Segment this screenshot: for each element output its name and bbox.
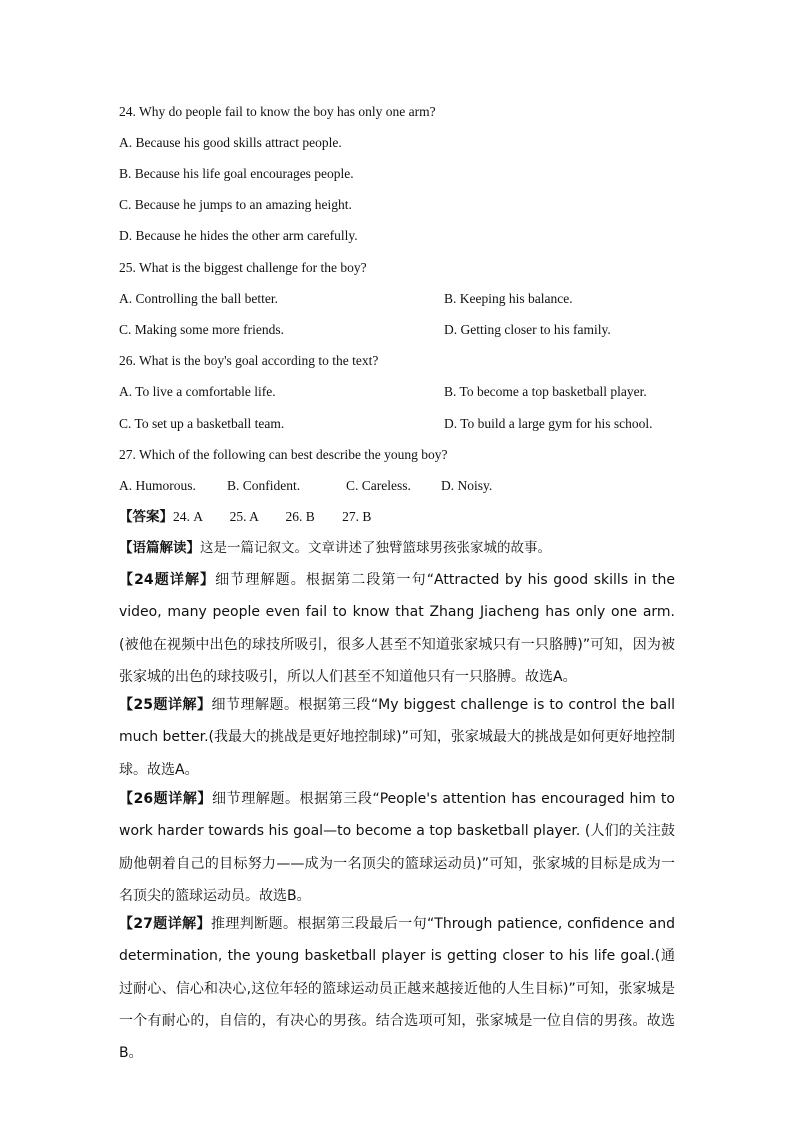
question-27-stem: 27. Which of the following can best describe the young boy? [119,447,448,462]
reading-label: 【语篇解读】 [119,540,200,556]
answer-26: 26. B [285,509,315,524]
question-26-option-c: C. To set up a basketball team. [119,416,285,431]
question-26-stem: 26. What is the boy's goal according to the text? [119,353,379,368]
reading-text: 这是一篇记叙文。文章讲述了独臂篮球男孩张家城的故事。 [200,540,551,556]
detail-24-text: 细节理解题。根据第二段第一句“Attracted by his good skills in the video, many people even fail to know that Zhang Jiacheng has only one arm.(被他在视频中出色的球技所吸引，很多人甚至不知道张家城只有一只胳膊)”可知，因为被张家城的出色的球技吸引，所以人们甚至不知道他只有一只胳膊。故选A。 [119,572,675,685]
question-27-option-b: B. Confident. [227,478,301,493]
question-25-option-d: D. Getting closer to his family. [444,322,611,337]
answer-27: 27. B [342,509,372,524]
question-26-option-b: B. To become a top basketball player. [444,384,647,399]
answer-label: 【答案】 [119,509,173,525]
question-24-stem: 24. Why do people fail to know the boy has only one arm? [119,104,436,119]
question-24-option-a: A. Because his good skills attract people. [119,135,342,150]
question-24-option-d: D. Because he hides the other arm carefully. [119,228,358,243]
detail-25-paragraph [119,689,675,786]
detail-25-text: 细节理解题。根据第三段“My biggest challenge is to control the ball much better.(我最大的挑战是更好地控制球)”可知，张家城最大的挑战是如何更好地控制球。故选A。 [119,697,676,778]
reading-interpretation [119,539,551,557]
detail-26-label: 【26题详解】 [119,791,213,807]
question-24-option-c: C. Because he jumps to an amazing height. [119,197,352,212]
detail-26-paragraph [119,783,675,912]
question-25-stem: 25. What is the biggest challenge for the boy? [119,260,367,275]
answer-25: 25. A [229,509,259,524]
detail-27-label: 【27题详解】 [119,916,211,932]
question-26-option-d: D. To build a large gym for his school. [444,416,653,431]
detail-24-label: 【24题详解】 [119,572,216,588]
detail-24-paragraph [119,564,675,693]
question-25-option-c: C. Making some more friends. [119,322,284,337]
question-27-option-c: C. Careless. [346,478,411,493]
question-27-option-a: A. Humorous. [119,478,196,493]
detail-27-text: 推理判断题。根据第三段最后一句“Through patience, confidence and determination, the young basketball player is getting closer to his life goal.(通过耐心、信心和决心,这位年轻的篮球运动员正越来越接近他的人生目标)”可知，张家城是一个有耐心的，自信的，有决心的男孩。结合选项可知，张家城是一位自信的男孩。故选B。 [119,916,676,1062]
question-25-option-b: B. Keeping his balance. [444,291,573,306]
answer-24: 24. A [173,509,203,524]
detail-27-paragraph [119,908,675,1069]
detail-26-text: 细节理解题。根据第三段“People's attention has encouraged him to work harder towards his goal—to become a top basketball player. (人们的关注鼓励他朝着自己的目标努力——成为一名顶尖的篮球运动员)”可知，张家城的目标是成为一名顶尖的篮球运动员。故选B。 [119,791,675,904]
detail-25-label: 【25题详解】 [119,697,212,713]
question-26-option-a: A. To live a comfortable life. [119,384,276,399]
answer-line [119,508,371,526]
question-24-option-b: B. Because his life goal encourages people. [119,166,354,181]
question-25-option-a: A. Controlling the ball better. [119,291,278,306]
question-27-option-d: D. Noisy. [441,478,493,493]
